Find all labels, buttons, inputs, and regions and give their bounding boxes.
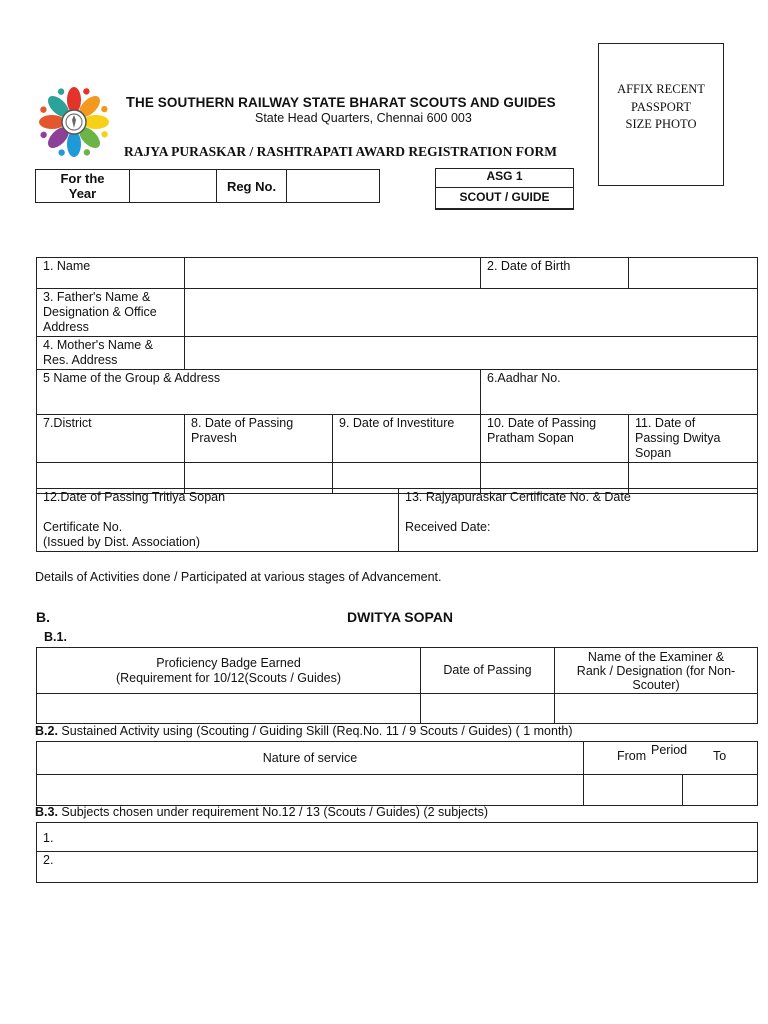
- logo-figure-head: [100, 105, 108, 113]
- rajya-cert-field[interactable]: 13. Rajyapuraskar Certificate No. & Date Received Date:: [399, 489, 758, 552]
- examiner-header: Name of the Examiner & Rank / Designation (for Non- Scouter): [555, 648, 758, 694]
- organization-address: State Head Quarters, Chennai 600 003: [255, 111, 472, 125]
- year-reg-table: [35, 169, 380, 203]
- organization-logo: [37, 86, 111, 158]
- to-label: To: [713, 749, 727, 763]
- photo-box: [598, 43, 724, 186]
- subject-1-field[interactable]: 1.: [37, 823, 758, 852]
- examiner-input[interactable]: [555, 694, 758, 724]
- name-label: 1. Name: [37, 258, 185, 289]
- subject-2-field[interactable]: 2.: [37, 852, 758, 883]
- personal-details-table: [36, 257, 758, 494]
- nature-service-input[interactable]: [37, 775, 584, 806]
- logo-figure-head: [82, 87, 90, 95]
- logo-petal: [67, 87, 81, 113]
- dob-input[interactable]: [629, 258, 758, 289]
- logo-figure-head: [100, 130, 108, 138]
- to-input[interactable]: [683, 775, 758, 806]
- mother-label: 4. Mother's Name & Res. Address: [37, 337, 185, 370]
- period-label: Period: [651, 743, 688, 757]
- dwitya-label: 11. Date of Passing Dwitya Sopan: [629, 415, 758, 463]
- date-passing-input[interactable]: [421, 694, 555, 724]
- group-field[interactable]: 5 Name of the Group & Address: [37, 370, 481, 415]
- logo-petal: [39, 115, 65, 129]
- dob-label: 2. Date of Birth: [481, 258, 629, 289]
- year-input[interactable]: [130, 170, 217, 203]
- details-text: Details of Activities done / Participated at various stages of Advancement.: [35, 570, 442, 584]
- tritiya-field[interactable]: 12.Date of Passing Tritiya Sopan Certificate No. (Issued by Dist. Association): [37, 489, 399, 552]
- section-b-title: DWITYA SOPAN: [347, 609, 454, 625]
- b3-table: [36, 822, 758, 883]
- form-title: RAJYA PURASKAR / RASHTRAPATI AWARD REGISTRATION FORM: [124, 144, 558, 159]
- logo-petal: [83, 115, 109, 129]
- b2-table: [36, 741, 758, 806]
- certificate-table: [36, 488, 758, 552]
- b1-table: [36, 647, 758, 724]
- father-input[interactable]: [185, 289, 758, 337]
- father-label: 3. Father's Name & Designation & Office Address: [37, 289, 185, 337]
- b2-heading: B.2. Sustained Activity using (Scouting / Guiding Skill (Req.No. 11 / 9 Scouts / Guides) ( 1 month): [35, 724, 573, 738]
- asg-code: ASG 1: [436, 169, 573, 188]
- photo-line-1: AFFIX RECENT: [617, 82, 705, 96]
- asg-box: [435, 168, 574, 209]
- from-label: From: [617, 749, 647, 763]
- b3-heading: B.3. Subjects chosen under requirement No.12 / 13 (Scouts / Guides) (2 subjects): [35, 805, 489, 819]
- mother-input[interactable]: [185, 337, 758, 370]
- logo-figure-head: [39, 105, 47, 113]
- badge-header: Proficiency Badge Earned (Requirement for 10/12(Scouts / Guides): [37, 648, 421, 694]
- for-the-year-label: For the Year: [36, 170, 130, 203]
- district-label: 7.District: [37, 415, 185, 463]
- logo-figure-head: [57, 87, 65, 95]
- asg-underline: [435, 209, 574, 210]
- date-passing-header: Date of Passing: [421, 648, 555, 694]
- logo-petal: [67, 131, 81, 157]
- nature-service-header: Nature of service: [37, 742, 584, 775]
- badge-input[interactable]: [37, 694, 421, 724]
- organization-name: THE SOUTHERN RAILWAY STATE BHARAT SCOUTS AND GUIDES: [126, 95, 556, 111]
- pravesh-label: 8. Date of Passing Pravesh: [185, 415, 333, 463]
- reg-no-input[interactable]: [287, 170, 380, 203]
- name-input[interactable]: [185, 258, 481, 289]
- logo-figure-head: [39, 131, 47, 139]
- from-input[interactable]: [584, 775, 683, 806]
- pratham-label: 10. Date of Passing Pratham Sopan: [481, 415, 629, 463]
- section-b-letter: B.: [36, 609, 50, 625]
- logo-figure-head: [83, 148, 91, 156]
- photo-line-2: PASSPORT: [631, 99, 691, 114]
- period-header: [584, 742, 758, 775]
- investiture-label: 9. Date of Investiture: [333, 415, 481, 463]
- aadhar-field[interactable]: 6.Aadhar No.: [481, 370, 758, 415]
- reg-no-label: Reg No.: [217, 170, 287, 203]
- logo-figure-head: [57, 148, 65, 156]
- photo-line-3: SIZE PHOTO: [625, 117, 697, 131]
- b1-label: B.1.: [44, 630, 67, 644]
- scout-guide-label: SCOUT / GUIDE: [459, 190, 550, 204]
